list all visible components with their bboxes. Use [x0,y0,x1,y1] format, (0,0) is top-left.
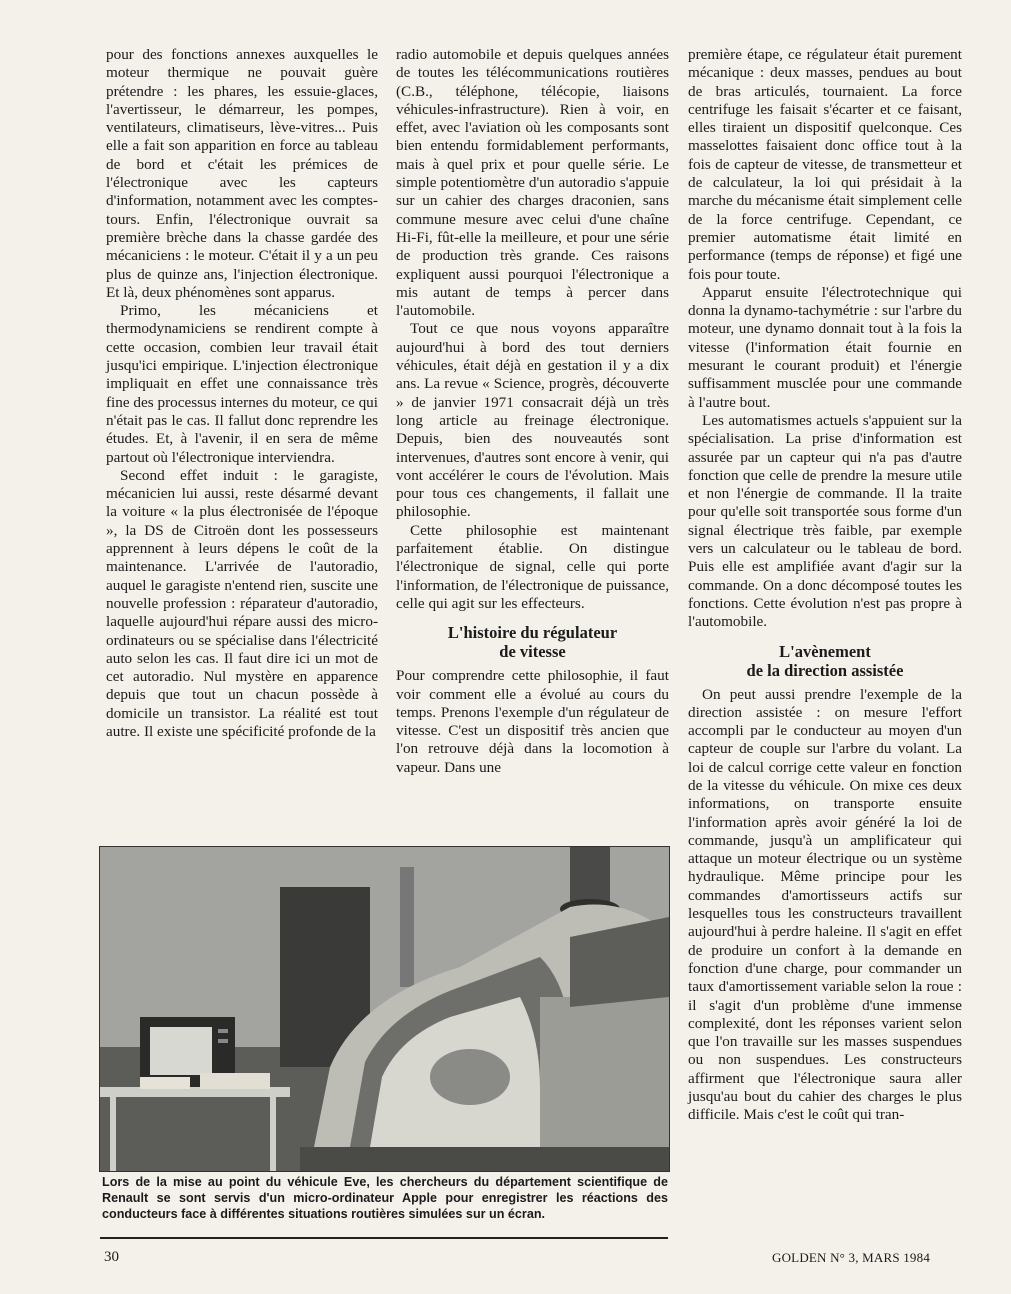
section-heading [688,642,962,680]
section-heading-line: L'histoire du régulateur [447,623,618,643]
section-heading [396,623,669,661]
page-number: 30 [104,1249,119,1265]
paragraph: Tout ce que nous voyons apparaître aujourd'hui à bord des tout derniers véhicules, était déjà en gestation il y a dix ans. La revue « Science, progrès, découverte » de janvier 1971 consacrait déjà un très long article au freinage électronique. Depuis, bien des nouveautés sont intervenues, d'autres sont encore à venir, qui vont accélérer le cours de l'évolution. Mais pour tous ces changements, il fallait une philosophie. [396,320,669,521]
photo-caption: Lors de la mise au point du véhicule Eve, les chercheurs du département scientifique de Renault se sont servis d'un micro-ordinateur Apple pour enregistrer les réactions des conducteurs face à différentes situations routières simulées sur un écran. [102,1175,668,1221]
paragraph: première étape, ce régulateur était purement mécanique : deux masses, pendues au bout de bras articulés, tournaient. La force centrifuge les faisait s'écarter et ce faisant, elles tiraient un dispositif quelconque. Ces masselottes faisaient donc office tout à la fois de capteur de vitesse, de transmetteur et de calculateur, la loi qui présidait à la marche du mécanisme était simplement celle de la force centrifuge. Cependant, ce premier automatisme était limité en performance (temps de réponse) et figé une fois pour toute. [688,46,962,283]
paragraph: Apparut ensuite l'électrotechnique qui donna la dynamo-tachymétrie : sur l'arbre du moteur, une dynamo donnait tout à la fois la vitesse (l'information était fournie en mesurant le courant produit) et l'énergie suffisamment musclée pour une commande à l'autre bout. [688,283,962,411]
section-heading-line: L'avènement [779,641,871,661]
paragraph: Primo, les mécaniciens et thermodynamiciens se rendirent compte à cette occasion, combien leur travail était jusqu'ici empirique. L'injection électronique impliquait en effet une connaissance très fine des processus internes du moteur, ce qui n'était pas le cas. Il fallut donc reprendre les études. Et, à l'avenir, il en sera de même partout où l'électronique interviendra. [106,302,378,466]
section-heading-line: de vitesse [499,642,566,662]
caption-rule [100,1237,668,1239]
paragraph: Pour comprendre cette philosophie, il faut voir comment elle a évolué au cours du temps. Prenons l'exemple d'un régulateur de vitesse. C'est un dispositif très ancien que l'on retrouve déjà dans la locomotion à vapeur. Dans une [396,667,669,776]
paragraph: Second effet induit : le garagiste, mécanicien lui aussi, reste désarmé devant la voiture « la plus électronisée de l'époque », la DS de Citroën dont les possesseurs apprennent à leurs dépens le coût de la maintenance. L'arrivée de l'autoradio, auquel le garagiste n'entend rien, suscite une nouvelle profession : réparateur d'autoradio, laquelle aujourd'hui répare aussi des micro-ordinateurs ou se spécialise dans l'électricité auto selon les cas. Il faut dire ici un mot de cet autoradio. Nul mystère en apparence depuis que tout un chacun possède à domicile un transistor. La réalité est tout autre. Il existe une spécificité profonde de la [106,466,378,740]
article-column-1 [106,46,378,741]
paragraph: Les automatismes actuels s'appuient sur la spécialisation. La prise d'information est assurée par un capteur qui n'a pas d'autre fonction que celle de prendre la mesure utile et non l'énergie de commande. Il la traite pour qu'elle soit transportée sous forme d'un signal électrique très faible, par exemple vers un calculateur ou le tableau de bord. Puis elle est amplifiée avant d'agir sur la commande. On a donc décomposé toutes les fonctions. Cette évolution n'est pas propre à l'automobile. [688,411,962,631]
paragraph: Cette philosophie est maintenant parfaitement établie. On distingue l'électronique de signal, celle qui porte l'information, de l'électronique de puissance, celle qui agit sur les effecteurs. [396,521,669,612]
paragraph: On peut aussi prendre l'exemple de la direction assistée : on mesure l'effort accompli par le conducteur au moyen d'un capteur de couple sur l'arbre du volant. La loi de calcul corrige cette valeur en fonction de la vitesse du véhicule. On mixe ces deux informations, on transporte ensuite l'information après avoir généré la loi de commande, jusqu'à un amplificateur qui attaque un moteur électrique ou un système hydraulique. Même principe pour les commandes d'amortisseurs actifs sur lesquelles tous les constructeurs travaillent aujourd'hui à perdre haleine. Il s'agit en effet de produire un confort à la demande en fonction d'une charge, pour commander un taux d'amortissement variable selon la roue : il s'agit d'un problème d'une immense complexité, dont les réponses varient selon que l'on travaille sur les masses suspendues ou non suspendues. Les constructeurs affirment que l'électronique saura aller jusqu'au bout du cahier des charges le plus difficile. Mais c'est le coût qui tran- [688,685,962,1124]
journal-reference: GOLDEN N° 3, MARS 1984 [772,1250,931,1265]
article-photo [99,846,670,1172]
article-column-3 [688,46,962,1125]
paragraph: radio automobile et depuis quelques années de toutes les télécommunications routières (C.B., téléphone, télécopie, liaisons véhicules-infrastructure). Rien à voir, en effet, avec l'aviation où les composants sont bien entendu formidablement performants, mais à quel prix et pour quelle série. Le simple potentiomètre d'un autoradio s'appuie sur un cahier des charges draconien, sans commune mesure avec celui d'une chaîne Hi-Fi, fût-elle la meilleure, et pour une série de production très grande. Ces raisons expliquent aussi pourquoi l'électronique a mis autant de temps à percer dans l'automobile. [396,46,669,320]
article-column-2 [396,46,669,777]
section-heading-line: de la direction assistée [746,660,904,680]
paragraph: pour des fonctions annexes auxquelles le moteur thermique ne pouvait guère prétendre : les phares, les essuie-glaces, l'avertisseur, le démarreur, les pompes, ventilateurs, climatiseurs, lève-vitres... Puis elle a fait son apparition en force au tableau de bord et c'était les prémices de l'électronique avec les capteurs d'information, notamment avec les comptes-tours. Enfin, l'électronique ouvrait sa première brèche dans la chasse gardée des mécaniciens : le moteur. C'était il y a un peu plus de quinze ans, l'injection électronique. Et là, deux phénomènes sont apparus. [106,46,378,301]
photo-illustration [100,847,669,1171]
